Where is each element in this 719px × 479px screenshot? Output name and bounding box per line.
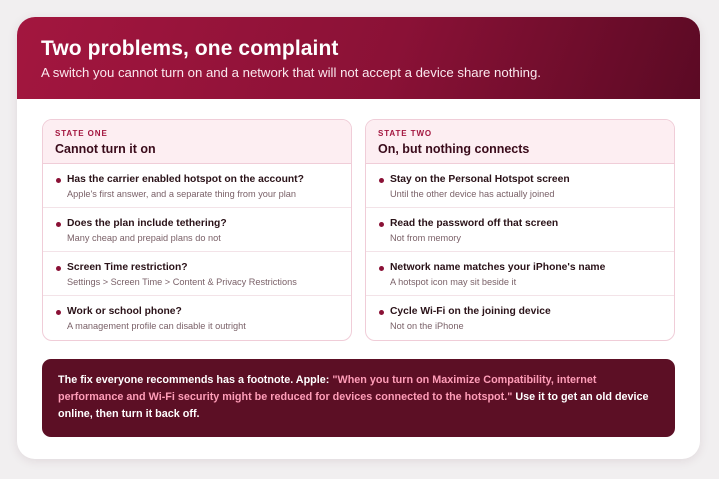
- item-question: Does the plan include tethering?: [67, 218, 227, 229]
- item-answer: A hotspot icon may sit beside it: [390, 277, 517, 287]
- card-header: [17, 17, 700, 99]
- item-question: Has the carrier enabled hotspot on the account?: [67, 174, 304, 185]
- item-question: Screen Time restriction?: [67, 262, 188, 273]
- item-question: Work or school phone?: [67, 306, 182, 317]
- list-item: [43, 164, 351, 208]
- bullet-icon: [56, 310, 61, 315]
- list-item: [43, 208, 351, 252]
- item-answer: A management profile can disable it outright: [67, 321, 246, 331]
- item-question: Network name matches your iPhone's name: [390, 262, 606, 273]
- list-item: [366, 164, 674, 208]
- item-question: Stay on the Personal Hotspot screen: [390, 174, 570, 185]
- note-lead: The fix everyone recommends has a footnote. Apple:: [58, 374, 333, 386]
- bullet-icon: [56, 178, 61, 183]
- info-card: [17, 17, 700, 459]
- page-title: Two problems, one complaint: [41, 37, 339, 60]
- page-subtitle: A switch you cannot turn on and a network that will not accept a device share nothing.: [41, 65, 541, 80]
- list-item: [366, 208, 674, 252]
- list-item: [43, 252, 351, 296]
- bullet-icon: [379, 310, 384, 315]
- list-item: [366, 296, 674, 340]
- item-answer: Many cheap and prepaid plans do not: [67, 233, 221, 243]
- bullet-icon: [56, 222, 61, 227]
- item-answer: Not on the iPhone: [390, 321, 464, 331]
- column-eyebrow: STATE ONE: [55, 129, 108, 138]
- bullet-icon: [56, 266, 61, 271]
- column-header: [43, 120, 351, 164]
- column-header: [366, 120, 674, 164]
- item-answer: Until the other device has actually joined: [390, 189, 555, 199]
- item-answer: Not from memory: [390, 233, 461, 243]
- state-two-column: [365, 119, 675, 341]
- footnote-callout: [42, 359, 675, 437]
- bullet-icon: [379, 266, 384, 271]
- column-title: On, but nothing connects: [378, 142, 530, 156]
- state-columns: [42, 119, 675, 341]
- apple-quote: "When you turn on Maximize Compatibility, internet performance and Wi-Fi security might be reduced for devices connected to the hotspot.": [58, 374, 597, 403]
- item-question: Cycle Wi-Fi on the joining device: [390, 306, 551, 317]
- item-answer: Settings > Screen Time > Content & Privacy Restrictions: [67, 277, 297, 287]
- list-item: [43, 296, 351, 340]
- column-eyebrow: STATE TWO: [378, 129, 433, 138]
- item-answer: Apple's first answer, and a separate thing from your plan: [67, 189, 297, 199]
- bullet-icon: [379, 222, 384, 227]
- list-item: [366, 252, 674, 296]
- bullet-icon: [379, 178, 384, 183]
- note-tail: Use it to get an old device online, then turn it back off.: [58, 391, 649, 420]
- column-title: Cannot turn it on: [55, 142, 156, 156]
- state-one-column: [42, 119, 352, 341]
- item-question: Read the password off that screen: [390, 218, 559, 229]
